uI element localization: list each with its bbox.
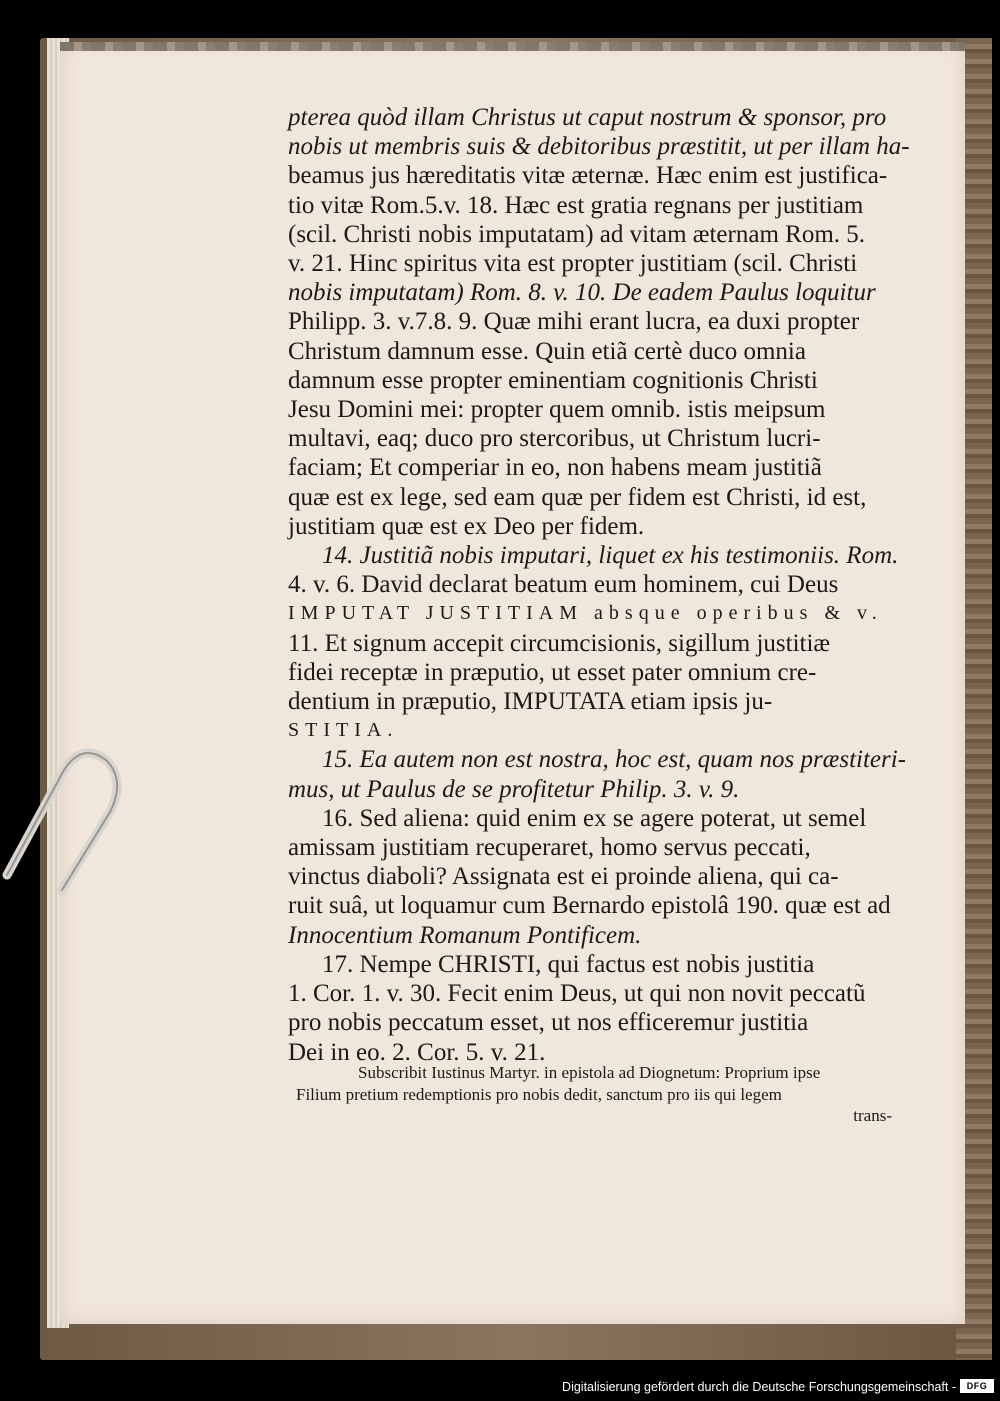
- text-line: vinctus diaboli? Assignata est ei proinde aliena, qui ca-: [288, 863, 839, 891]
- text-line: damnum esse propter eminentiam cognitionis Christi: [288, 366, 818, 394]
- digitization-footer: [0, 1370, 1000, 1397]
- text-line: pro nobis peccatum esset, ut nos efficeremur justitia: [288, 1009, 809, 1037]
- text-line: fidei receptæ in præputio, ut esset pater omnium cre-: [288, 658, 817, 686]
- note-line: Subscribit Iustinus Martyr. in epistola ad Diognetum: Proprium ipse: [358, 1063, 821, 1082]
- note-line: Filium pretium redemptionis pro nobis dedit, sanctum pro iis qui legem: [296, 1084, 782, 1104]
- text-line: Christum damnum esse. Quin etiã certè duco omnia: [288, 337, 806, 365]
- text-line: multavi, eaq; duco pro stercoribus, ut Christum lucri-: [288, 425, 821, 453]
- text-line: 4. v. 6. David declarat beatum eum hominem, cui Deus: [288, 571, 839, 599]
- text-line: 11. Et signum accepit circumcisionis, sigillum justitiæ: [288, 629, 831, 657]
- text-line: tio vitæ Rom.5.v. 18. Hæc est gratia regnans per justitiam: [288, 191, 864, 219]
- text-line: quæ est ex lege, sed eam quæ per fidem est Christi, id est,: [288, 483, 867, 511]
- body-text: [288, 103, 910, 1067]
- dfg-logo: DFG: [960, 1379, 994, 1393]
- text-line: dentium in præputio, IMPUTATA etiam ipsis ju-: [288, 688, 773, 716]
- text-line: Philipp. 3. v.7.8. 9. Quæ mihi erant lucra, ea duxi propter: [288, 308, 860, 336]
- text-line: Jesu Domini mei: propter quem omnib. istis meipsum: [288, 396, 826, 424]
- text-line: Innocentium Romanum Pontificem.: [288, 921, 642, 949]
- page-top-edge: [60, 42, 965, 51]
- section-14-line: 14. Justitiã nobis imputari, liquet ex his testimoniis. Rom.: [322, 542, 899, 570]
- text-line: justitiam quæ est ex Deo per fidem.: [288, 512, 645, 540]
- text-line: Dei in eo. 2. Cor. 5. v. 21.: [288, 1038, 546, 1066]
- catchword: trans-: [853, 1106, 892, 1125]
- text-line: IMPUTAT JUSTITIAM absque operibus & v.: [288, 602, 883, 625]
- text-line: ruit suâ, ut loquamur cum Bernardo epistolâ 190. quæ est ad: [288, 892, 891, 920]
- text-line: 1. Cor. 1. v. 30. Fecit enim Deus, ut qui non novit peccatũ: [288, 980, 866, 1008]
- section-17-line: 17. Nempe CHRISTI, qui factus est nobis justitia: [322, 950, 815, 978]
- paper-clip: [2, 740, 126, 900]
- text-line: beamus jus hæreditatis vitæ æternæ. Hæc enim est justifica-: [288, 162, 888, 190]
- text-line: (scil. Christi nobis imputatam) ad vitam æternam Rom. 5.: [288, 220, 866, 248]
- text-line: STITIA.: [288, 719, 399, 742]
- text-line: amissam justitiam recuperaret, homo servus peccati,: [288, 834, 811, 862]
- text-line: mus, ut Paulus de se profitetur Philip. 3. v. 9.: [288, 775, 740, 803]
- text-line: nobis imputatam) Rom. 8. v. 10. De eadem Paulus loquitur: [288, 279, 876, 307]
- text-line: pterea quòd illam Christus ut caput nostrum & sponsor, pro: [288, 104, 887, 131]
- section-15-line: 15. Ea autem non est nostra, hoc est, quam nos præstiteri-: [322, 746, 907, 774]
- text-line: nobis ut membris suis & debitoribus præstitit, ut per illam ha-: [288, 133, 910, 161]
- footnote-text: [296, 1062, 896, 1127]
- footer-credit: Digitalisierung gefördert durch die Deutsche Forschungsgemeinschaft -: [562, 1380, 956, 1394]
- text-line: v. 21. Hinc spiritus vita est propter justitiam (scil. Christi: [288, 250, 858, 278]
- text-line: faciam; Et comperiar in eo, non habens meam justitiã: [288, 454, 822, 482]
- section-16-line: 16. Sed aliena: quid enim ex se agere poterat, ut semel: [322, 804, 867, 832]
